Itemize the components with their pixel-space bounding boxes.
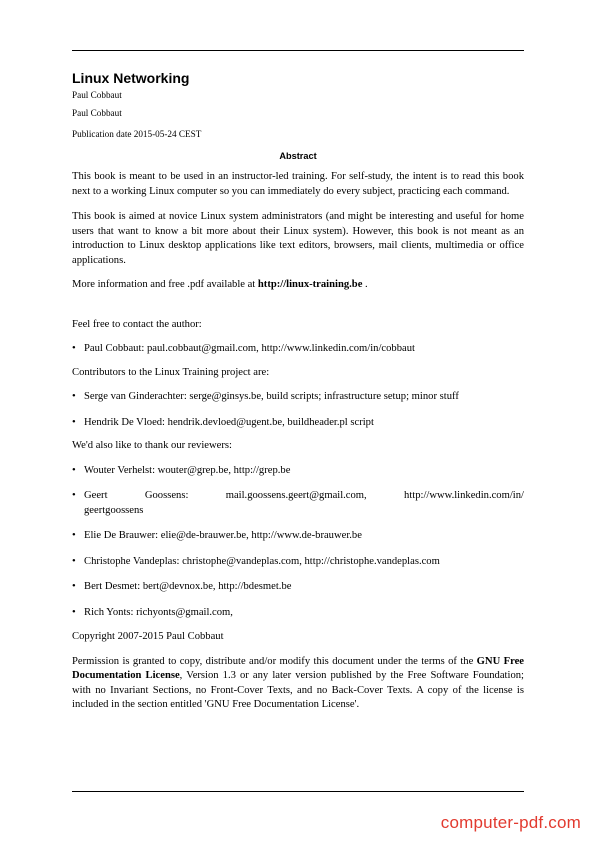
abstract-paragraph: This book is aimed at novice Linux system administrators (and might be interesting and useful for home users that want to know a bit more about their Linux system). However, this book is not meant as an introduction to Linux desktop applications like text editors, browsers, mail clients, multimedia or office applications.	[72, 211, 524, 266]
contributors-list	[72, 390, 524, 430]
book-title: Linux Networking	[72, 70, 190, 86]
geert-line-2: geertgoossens	[84, 504, 144, 516]
list-item: • Paul Cobbaut: paul.cobbaut@gmail.com, http://www.linkedin.com/in/cobbaut	[72, 342, 524, 357]
list-item: • Christophe Vandeplas: christophe@vandeplas.com, http://christophe.vandeplas.com	[72, 555, 524, 570]
copyright: Copyright 2007-2015 Paul Cobbaut	[72, 631, 224, 642]
reviewers-list	[72, 464, 524, 621]
license-name: GNU Free Documentation License	[72, 655, 524, 681]
abstract-heading: Abstract	[279, 151, 317, 161]
contact-list	[72, 342, 524, 357]
list-item: • Elie De Brauwer: elie@de-brauwer.be, http://www.de-brauwer.be	[72, 529, 524, 544]
website-link[interactable]: http://linux-training.be	[257, 279, 363, 290]
list-item: • Hendrik De Vloed: hendrik.devloed@ugent.be, buildheader.pl script	[72, 416, 524, 431]
reviewer-email: mail.goossens.geert@gmail.com,	[225, 490, 367, 501]
license-text: Permission is granted to copy, distribute and/or modify this document under the terms of the	[72, 655, 477, 667]
reviewer-url: http://www.linkedin.com/in/	[404, 490, 524, 501]
publication-date: Publication date 2015-05-24 CEST	[72, 129, 202, 139]
bottom-rule	[72, 791, 524, 792]
list-item-geert	[72, 489, 524, 518]
author-line: Paul Cobbaut	[72, 90, 122, 100]
contributors-intro: Contributors to the Linux Training project are:	[72, 366, 270, 378]
license-text-rest: , Version 1.3 or any later version published by the Free Software Foundation; with no Invariant Sections, no Front-Cover Texts, and no Back-Cover Texts. A copy of the license is included in the section entitled 'GNU Free Documentation License'.	[72, 670, 524, 710]
more-info-text: More information and free .pdf available at	[72, 279, 258, 290]
more-info-paragraph	[72, 278, 524, 293]
license-paragraph	[72, 655, 524, 713]
more-info-suffix: .	[362, 279, 368, 290]
author-line: Paul Cobbaut	[72, 108, 122, 118]
reviewer-surname: Goossens:	[144, 490, 189, 501]
abstract-paragraph: This book is meant to be used in an instructor-led training. For self-study, the intent is to read this book next to a working Linux computer so you can immediately do every subject, practicing each command.	[72, 171, 524, 197]
list-item: • Bert Desmet: bert@devnox.be, http://bdesmet.be	[72, 580, 524, 595]
watermark-logo: computer-pdf.com	[440, 813, 581, 832]
list-item: • Rich Yonts: richyonts@gmail.com,	[72, 606, 524, 621]
geert-line-1	[84, 489, 524, 504]
reviewers-intro: We'd also like to thank our reviewers:	[72, 440, 232, 451]
reviewer-name: • Geert	[84, 490, 108, 501]
top-rule	[72, 50, 524, 51]
contact-intro: Feel free to contact the author:	[72, 318, 202, 330]
document-body	[72, 70, 524, 713]
list-item: • Serge van Ginderachter: serge@ginsys.be, build scripts; infrastructure setup; minor stuff	[72, 390, 524, 405]
list-item: • Wouter Verhelst: wouter@grep.be, http://grep.be	[72, 464, 524, 479]
